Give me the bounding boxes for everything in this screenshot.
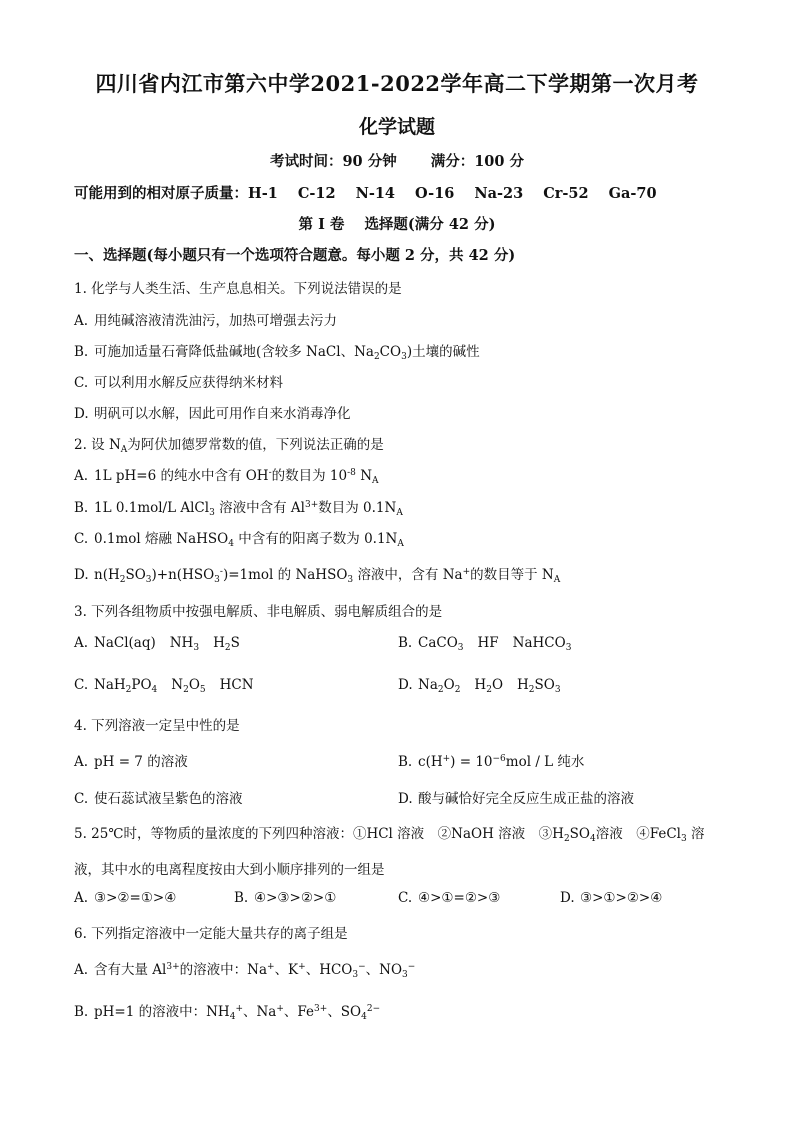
q3-stem: 3. 下列各组物质中按强电解质、非电解质、弱电解质组合的是 (74, 604, 443, 620)
q6-stem: 6. 下列指定溶液中一定能大量共存的离子组是 (74, 926, 348, 942)
atomic-mass-item: Ga-70 (608, 185, 657, 202)
q5-stem: 5. 25℃时，等物质的量浓度的下列四种溶液：①HCl 溶液 ②NaOH 溶液 $③H_2SO_4$溶液 ④FeCl$_3$ 溶 (74, 826, 705, 844)
q5-stem-cont: 液，其中水的电离程度按由大到小顺序排列的一组是 (74, 862, 385, 878)
q2-option-c: C. 0.1mol 熔融 NaHSO$_4$ 中含有的阳离子数为 $0.1N_A$ (74, 531, 404, 549)
q1-option-a: A. 用纯碱溶液清洗油污，加热可增强去污力 (74, 313, 337, 329)
atomic-mass-item: Na-23 (474, 185, 524, 202)
q6-option-b: B. pH=1 的溶液中：$NH_4^+$、Na+、$Fe^{3+}$、$SO_4^{2-}$ (74, 1004, 381, 1022)
atomic-mass-item: C-12 (297, 185, 336, 202)
q3-option-d: D. $Na_2O_2$ $H_2O$ $H_2SO_3$ (398, 677, 561, 695)
exam-time: 考试时间：90 分钟 (269, 153, 397, 170)
atomic-masses (74, 182, 677, 203)
q3-option-c: C. $NaH_2PO_4$ $N_2O_5$ HCN (74, 677, 254, 695)
q5-option-b: B. ④>③>②>① (234, 890, 337, 906)
exam-info (0, 150, 794, 171)
atomic-mass-item: H-1 (248, 185, 278, 202)
q1-stem: 1. 化学与人类生活、生产息息相关。下列说法错误的是 (74, 281, 402, 297)
q3-option-a: A. NaCl(aq) $NH_3$ $H_2S$ (74, 635, 240, 653)
q5-option-a: A. ③>②=①>④ (74, 890, 177, 906)
volume-heading: 第 I 卷 选择题(满分 42 分) (298, 216, 496, 233)
q4-stem: 4. 下列溶液一定呈中性的是 (74, 718, 240, 734)
atomic-mass-item: O-16 (415, 185, 455, 202)
q1-option-b: B. 可施加适量石膏降低盐碱地(含较多 NaCl、$Na_2CO_3$)土壤的碱性 (74, 344, 480, 362)
full-score: 满分：100 分 (430, 153, 525, 170)
q2-option-d: D. $n(H_2SO_3)+n(HSO_3^-)=1mol$ 的 NaHSO$_3$ 溶液中，含有 Na+的数目等于 $N_A$ (74, 567, 561, 585)
atomic-mass-label: 可能用到的相对原子质量： (74, 185, 248, 202)
q2-option-a: A. 1L pH=6 的纯水中含有 OH-的数目为 $10^{-8}$ $N_A$ (74, 468, 379, 486)
q4-option-a: A. pH = 7 的溶液 (74, 754, 188, 770)
q1-option-d: D. 明矾可以水解，因此可用作自来水消毒净化 (74, 406, 351, 422)
atomic-mass-item: Cr-52 (543, 185, 589, 202)
exam-title: 四川省内江市第六中学2021-2022学年高二下学期第一次月考 (95, 71, 699, 96)
q3-option-b: B. CaCO$_3$ HF NaHCO$_3$ (398, 635, 572, 653)
q4-option-c: C. 使石蕊试液呈紫色的溶液 (74, 791, 243, 807)
q2-stem: 2. 设 $N_A$为阿伏加德罗常数的值，下列说法正确的是 (74, 437, 384, 455)
q1-option-c: C. 可以利用水解反应获得纳米材料 (74, 375, 283, 391)
atomic-mass-item: N-14 (355, 185, 396, 202)
exam-subtitle: 化学试题 (358, 116, 435, 138)
q6-option-a: A. 含有大量 $Al^{3+}$的溶液中：Na+、K+、$HCO_3^-$、$NO_3^-$ (74, 962, 416, 980)
q4-option-d: D. 酸与碱恰好完全反应生成正盐的溶液 (398, 791, 634, 807)
q5-option-c: C. ④>①=②>③ (398, 890, 501, 906)
q5-option-d: D. ③>①>②>④ (560, 890, 663, 906)
q2-option-b: B. 1L 0.1mol/L AlCl$_3$ 溶液中含有 $Al^{3+}$数目为 $0.1N_A$ (74, 500, 403, 518)
q4-option-b: B. $c(H^+) = 10^{-6}mol / L$ 纯水 (398, 754, 585, 770)
part-title: 一、选择题(每小题只有一个选项符合题意。每小题 2 分，共 42 分) (74, 247, 516, 264)
